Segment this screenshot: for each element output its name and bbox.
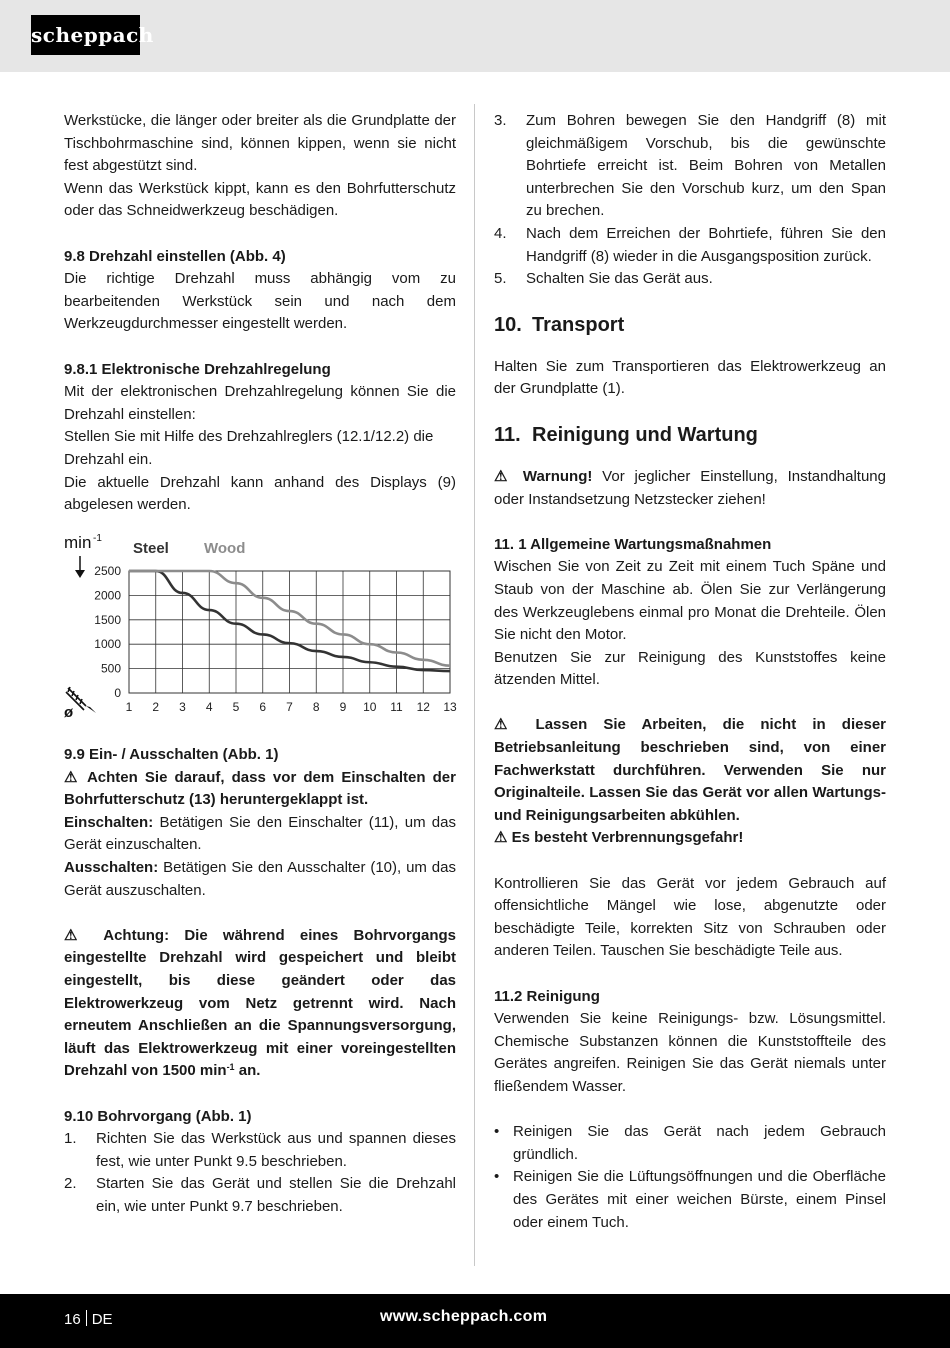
section-9-8-1-title: 9.8.1 Elektronische Drehzahlregelung [64,360,331,378]
x-tick-label: 7 [286,700,293,714]
section-9-8-title: 9.8 Drehzahl einstellen (Abb. 4) [64,247,286,265]
x-tick-label: 10 [363,700,377,714]
section-9-9-title: 9.9 Ein- / Ausschalten (Abb. 1) [64,746,279,763]
section-9-8-1-text-1: Mit der elektronischen Drehzahlregelung können Sie die Drehzahl einstellen: [64,383,456,423]
page-header [0,0,950,72]
legend-wood: Wood [204,540,246,557]
column-divider [474,104,475,1266]
left-column-top [64,110,456,517]
x-tick-label: 12 [416,700,430,714]
section-10-text: Halten Sie zum Transportieren das Elektrowerkzeug an der Grundplatte (1). [494,357,886,398]
x-tick-label: 9 [339,700,347,714]
left-column-bottom [64,744,456,1218]
section-11-1-warning-2: ⚠ Es besteht Verbrennungsgefahr! [494,829,744,847]
switch-off-text: Betätigen Sie den Ausschalter (10), um das Gerät auszuschalten. [64,858,456,899]
x-tick-label: 11 [390,700,403,714]
x-tick-label: 13 [443,700,457,714]
list-item: 3. Zum Bohren bewegen Sie den Handgriff (8) mit gleichmäßigem Vorschub, bis die gewünschte Bohrtiefe erreicht ist. Beim Bohren von Metallen unterbrechen Sie den Vorschub kurz, um den Span zu brechen. [494,112,886,220]
y-axis-arrowhead-icon [75,570,85,578]
x-tick-label: 6 [259,700,267,714]
right-column [494,110,886,1234]
x-tick-label: 1 [125,700,133,714]
list-item: • Reinigen Sie die Lüftungsöffnungen und die Oberfläche des Gerätes mit einer weichen Bürste, einem Pinsel oder einem Tuch. [494,1168,886,1231]
x-tick-label: 8 [312,700,320,714]
list-item: • Reinigen Sie das Gerät nach jedem Gebrauch gründlich. [494,1123,886,1163]
y-tick-label: 2000 [94,588,121,603]
page-footer [0,1294,950,1348]
y-tick-label: 2500 [94,564,121,578]
y-tick-label: 0 [114,686,121,700]
section-11-2-title: 11.2 Reinigung [494,987,600,1005]
switch-off-label: Ausschalten: [64,858,159,876]
switch-on-text: Betätigen Sie den Einschalter (11), um das Gerät einzuschalten. [64,813,456,854]
section-11-1-text-3: Kontrollieren Sie das Gerät vor jedem Gebrauch auf offensichtliche Mängel wie lose, abgenutzte oder beschädigte Teile, korrekten Sitz von Schrauben oder anderen Teilen. Tauschen Sie beschädigte Teile aus. [494,874,886,960]
list-item: 2. Starten Sie das Gerät und stellen Sie die Drehzahl ein, wie unter Punkt 9.7 beschrieben. [64,1175,456,1215]
y-axis-label-exponent: -1 [93,533,102,544]
section-9-8-1-text-2: Stellen Sie mit Hilfe des Drehzahlreglers (12.1/12.2) die Drehzahl ein. [64,428,434,468]
procedure-list-continued [494,110,886,291]
section-9-8-text: Die richtige Drehzahl muss abhängig vom zu bearbeitenden Werkstück sein und nach dem Werkzeugdurchmesser eingestellt werden. [64,270,456,333]
section-11-heading: 11. Reinigung und Wartung [494,423,758,446]
section-9-9-warning: ⚠ Achten Sie darauf, dass vor dem Einschalten der Bohrfutterschutz (13) heruntergeklappt ist. [64,768,456,809]
section-10-heading: 10. Transport [494,313,625,336]
y-axis-label: min [64,533,92,552]
footer-url: www.scheppach.com [380,1308,548,1325]
list-item: 1. Richten Sie das Werkstück aus und spannen dieses fest, wie unter Punkt 9.5 beschrieben. [64,1130,456,1170]
legend-steel: Steel [133,540,169,557]
section-11-warning: ⚠ Warnung! Vor jeglicher Einstellung, Instandhaltung oder Instandsetzung Netzstecker ziehen! [494,467,886,508]
section-11-2-bullets [494,1121,886,1234]
x-tick-label: 3 [179,700,186,714]
drill-arrow-icon [86,706,96,713]
switch-on-label: Einschalten: [64,813,154,831]
intro-paragraph: Werkstücke, die länger oder breiter als die Grundplatte der Tischbohrmaschine sind, können kippen, wenn sie nicht fest abgestützt sind. [64,112,456,175]
section-11-2-text: Verwenden Sie keine Reinigungs- bzw. Lösungsmittel. Chemische Substanzen können die Kunststoffteile des Gerätes angreifen. Reinigen Sie das Gerät niemals unter fließendem Wasser. [494,1010,886,1095]
intro-paragraph-2: Wenn das Werkstück kippt, kann es den Bohrfutterschutz oder das Schneidwerkzeug beschädigen. [64,179,456,220]
x-tick-label: 2 [152,700,160,714]
section-11-1-text-1: Wischen Sie von Zeit zu Zeit mit einem Tuch Späne und Staub von der Maschine ab. Ölen Sie zur Verlängerung des Werkzeuglebens einmal pro Monat die Drehteile. Ölen Sie nicht den Motor. [494,558,886,644]
y-tick-label: 1500 [94,612,121,627]
x-tick-label: 4 [205,700,213,714]
x-axis-label: ø [64,704,74,720]
section-9-10-list [64,1128,456,1218]
speed-chart [60,530,460,720]
page-number: 16 DE [64,1311,113,1328]
section-9-8-1-text-3: Die aktuelle Drehzahl kann anhand des Displays (9) abgelesen werden. [64,473,456,514]
section-9-9-note: ⚠ Achtung: Die während eines Bohrvorgangs eingestellte Drehzahl wird gespeichert und bleibt eingestellt, bis diese geändert oder das Elektrowerkzeug vom Netz getrennt wird. Nach erneutem Anschließen an die Spannungsversorgung, läuft das Elektrowerkzeug mit einer voreingestellten Drehzahl von 1500 $\min^{-1}$ an. [64,926,456,1080]
y-tick-label: 500 [100,661,121,676]
list-item: 4. Nach dem Erreichen der Bohrtiefe, führen Sie den Handgriff (8) wieder in die Ausgangsposition zurück. [494,224,886,265]
section-11-1-title: 11. 1 Allgemeine Wartungsmaßnahmen [494,535,772,553]
brand-logo: scheppach [31,15,140,55]
list-item: 5. Schalten Sie das Gerät aus. [494,270,713,288]
section-9-10-title: 9.10 Bohrvorgang (Abb. 1) [64,1107,252,1125]
section-11-1-text-2: Benutzen Sie zur Reinigung des Kunststoffes keine ätzenden Mittel. [494,648,886,689]
section-11-1-warning-1: ⚠ Lassen Sie Arbeiten, die nicht in dieser Betriebsanleitung beschrieben sind, von einer Fachwerkstatt durchführen. Verwenden Sie nur Originalteile. Lassen Sie das Gerät vor allen Wartungs- und Reinigungsarbeiten abkühlen. [494,716,886,824]
y-tick-label: 1000 [94,637,121,652]
x-tick-label: 5 [232,700,240,714]
